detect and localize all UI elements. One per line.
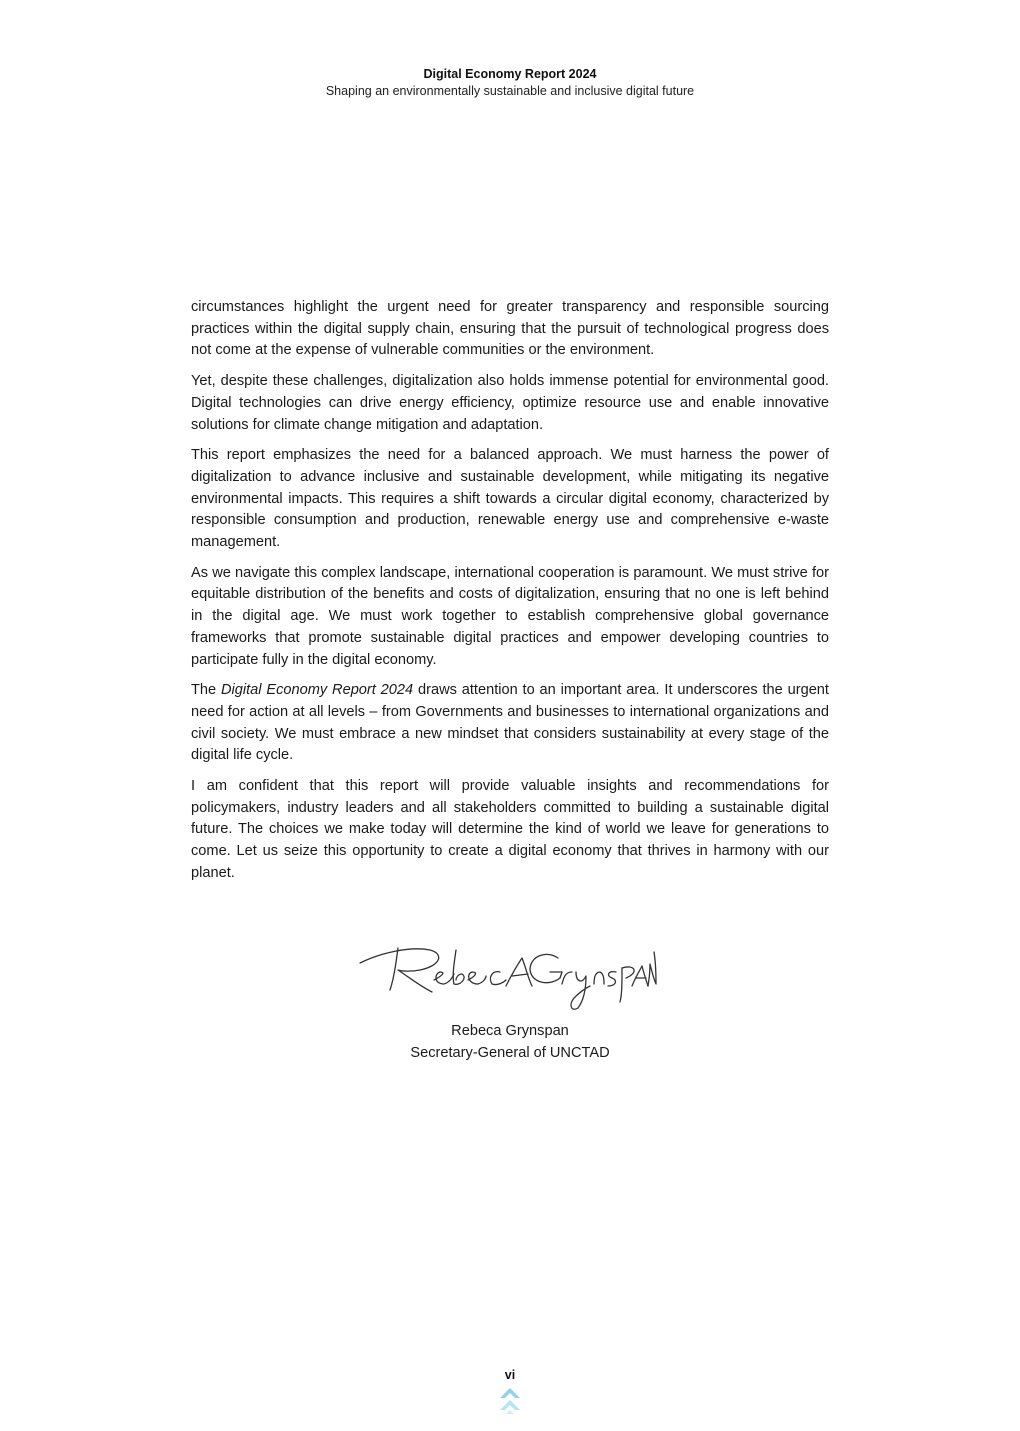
body-text	[191, 297, 829, 894]
chevron-up-double-icon[interactable]	[498, 1386, 522, 1418]
closing-paragraph: I am confident that this report will provide valuable insights and recommendations for policymakers, industry leaders and all stakeholders committed to building a sustainable digital future. The choices we make today will determine the kind of world we leave for generations to come. Let us seize this opportunity to create a digital economy that thrives in harmony with our planet.	[191, 778, 829, 881]
paragraph: circumstances highlight the urgent need for greater transparency and responsible sourcing practices within the digital supply chain, ensuring that the pursuit of technological progress does not come at the expense of vulnerable communities or the environment.	[191, 299, 829, 359]
paragraph-lead: The	[191, 682, 221, 699]
signatory-name: Rebeca Grynspan	[451, 1023, 569, 1039]
signatory-role: Secretary-General of UNCTAD	[410, 1045, 610, 1061]
paragraph: This report emphasizes the need for a balanced approach. We must harness the power of digitalization to advance inclusive and sustainable development, while mitigating its negative environmental impacts. This requires a shift towards a circular digital economy, characterized by responsible consumption and production, renewable energy use and comprehensive e-waste management.	[191, 447, 829, 551]
report-subtitle: Shaping an environmentally sustainable and inclusive digital future	[325, 84, 695, 98]
paragraph: As we navigate this complex landscape, international cooperation is paramount. We must strive for equitable distribution of the benefits and costs of digitalization, ensuring that no one is left behind in the digital age. We must work together to establish comprehensive global governance frameworks that promote sustainable digital practices and empower developing countries to participate fully in the digital economy.	[191, 564, 829, 668]
paragraph-report-reference	[191, 680, 829, 767]
page-number: vi	[504, 1368, 516, 1382]
report-title: Digital Economy Report 2024	[423, 67, 597, 81]
paragraph: Yet, despite these challenges, digitalization also holds immense potential for environmental good. Digital technologies can drive energy efficiency, optimize resource use and enable innovative solutions for climate change mitigation and adaptation.	[191, 373, 829, 433]
paragraph-rest: draws attention to an important area. It underscores the urgent need for action at all levels – from Governments and businesses to international organizations and civil society. We must embrace a new mindset that considers sustainability at every stage of the digital life cycle.	[191, 682, 829, 764]
report-title-italic: Digital Economy Report 2024	[220, 682, 414, 699]
running-header	[0, 66, 1020, 100]
signature	[350, 928, 660, 1018]
signatory-block	[0, 1020, 1020, 1064]
page-footer	[0, 1366, 1020, 1418]
